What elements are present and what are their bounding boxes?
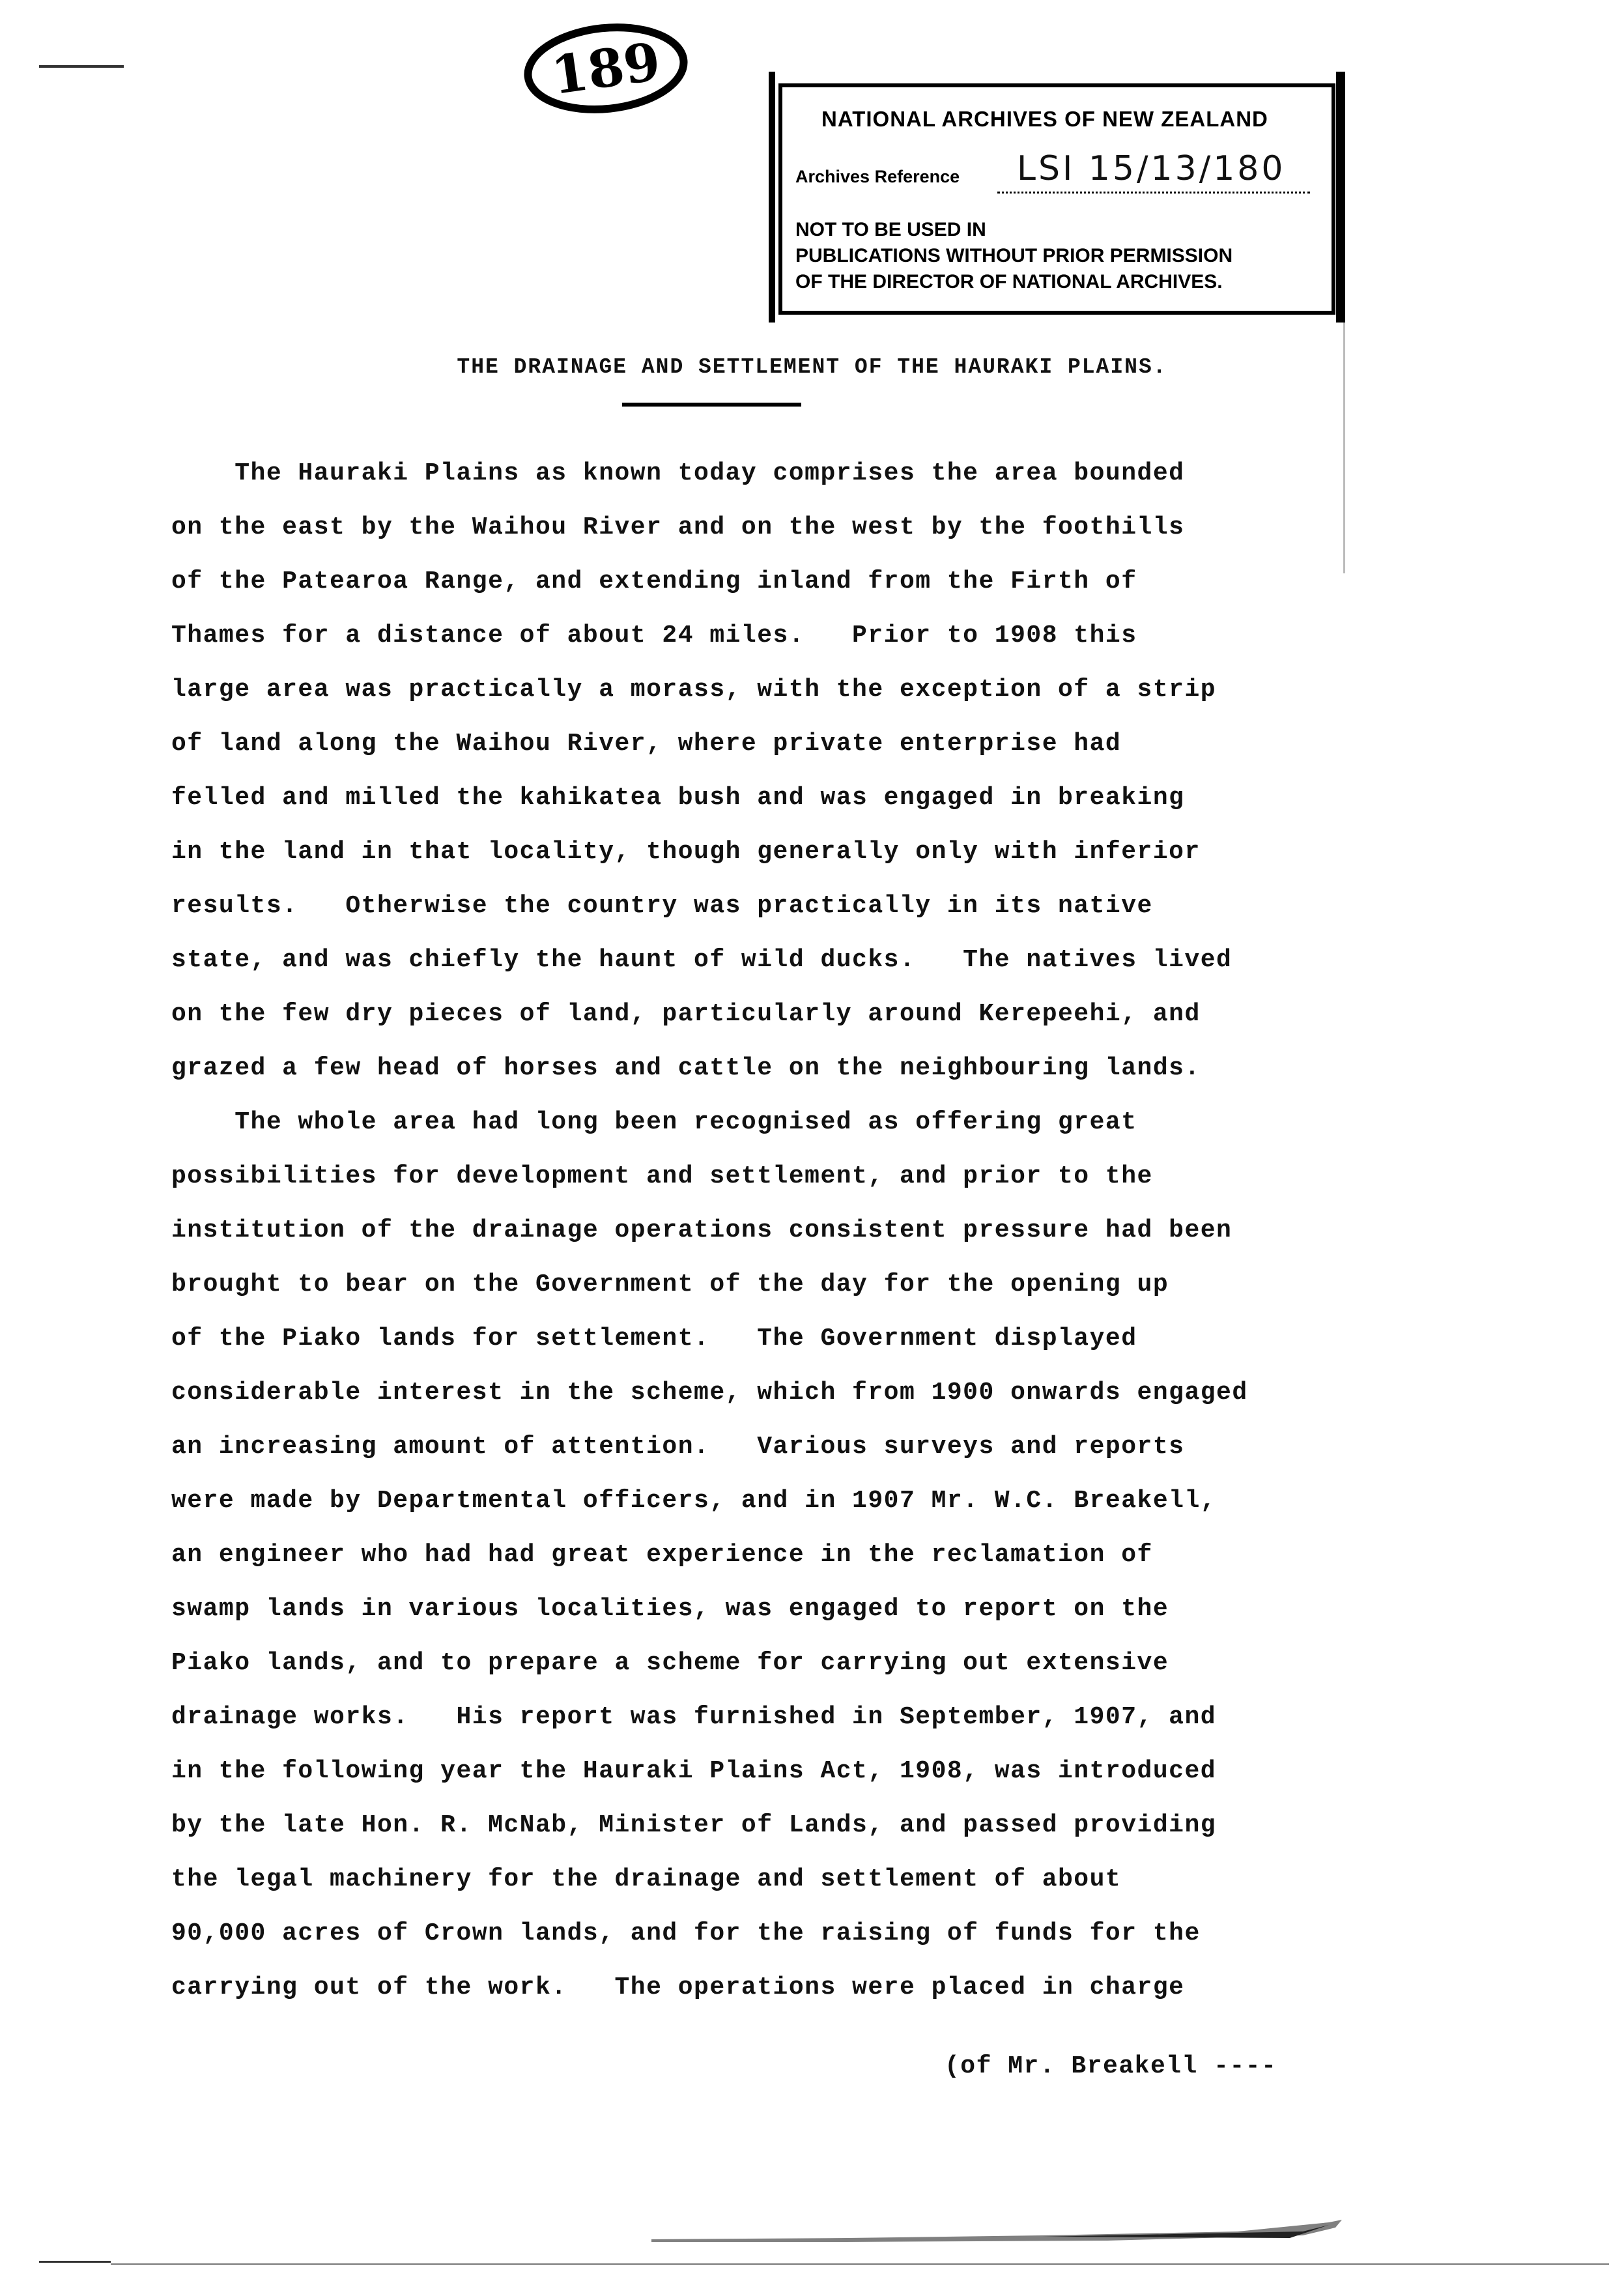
body-line: the legal machinery for the drainage and settlement of about — [171, 1865, 1122, 1893]
body-line: carrying out of the work. The operations were placed in charge — [171, 1973, 1185, 2001]
body-line: drainage works. His report was furnished in September, 1907, and — [171, 1703, 1217, 1731]
scan-mark-bottom-rule — [111, 2263, 1609, 2265]
body-line: on the east by the Waihou River and on the west by the foothills — [171, 513, 1185, 541]
stamp-title: NATIONAL ARCHIVES OF NEW ZEALAND — [821, 107, 1268, 131]
scan-mark-bottom-left — [39, 2261, 111, 2263]
page-number-text: 189 — [547, 30, 664, 107]
body-line: brought to bear on the Government of the day for the opening up — [171, 1270, 1169, 1298]
stamp-notice-line: PUBLICATIONS WITHOUT PRIOR PERMISSION — [795, 245, 1233, 266]
body-line: an increasing amount of attention. Various surveys and reports — [171, 1433, 1185, 1461]
body-line: of land along the Waihou River, where private enterprise had — [171, 730, 1122, 758]
stamp-reference-label: Archives Reference — [795, 167, 960, 186]
body-line: Piako lands, and to prepare a scheme for carrying out extensive — [171, 1649, 1169, 1677]
body-line: of the Patearoa Range, and extending inland from the Firth of — [171, 567, 1137, 595]
stamp-reference-underline — [997, 192, 1310, 194]
body-line: in the land in that locality, though generally only with inferior — [171, 838, 1201, 866]
continuation-note: (of Mr. Breakell ---- — [945, 2052, 1277, 2080]
title-underline — [622, 403, 801, 407]
body-line: results. Otherwise the country was practically in its native — [171, 892, 1153, 920]
body-line: institution of the drainage operations consistent pressure had been — [171, 1216, 1232, 1244]
body-line: The Hauraki Plains as known today comprises the area bounded — [171, 459, 1185, 487]
archives-stamp — [778, 83, 1335, 315]
body-line: swamp lands in various localities, was engaged to report on the — [171, 1595, 1169, 1623]
scan-mark-top-left — [39, 65, 124, 68]
stamp-reference-value: LSI 15/13/180 — [1017, 149, 1286, 188]
body-line: The whole area had long been recognised as offering great — [171, 1108, 1137, 1136]
body-line: grazed a few head of horses and cattle on the neighbouring lands. — [171, 1054, 1201, 1082]
body-line: in the following year the Hauraki Plains Act, 1908, was introduced — [171, 1757, 1217, 1785]
body-line: large area was practically a morass, with the exception of a strip — [171, 676, 1217, 704]
body-line: considerable interest in the scheme, which from 1900 onwards engaged — [171, 1379, 1248, 1407]
body-line: possibilities for development and settlement, and prior to the — [171, 1162, 1153, 1190]
body-line: 90,000 acres of Crown lands, and for the raising of funds for the — [171, 1919, 1201, 1947]
body-line: felled and milled the kahikatea bush and was engaged in breaking — [171, 784, 1185, 812]
body-line: by the late Hon. R. McNab, Minister of Lands, and passed providing — [171, 1811, 1217, 1839]
body-line: state, and was chiefly the haunt of wild ducks. The natives lived — [171, 946, 1232, 974]
body-line: were made by Departmental officers, and in 1907 Mr. W.C. Breakell, — [171, 1487, 1217, 1515]
body-line: Thames for a distance of about 24 miles. Prior to 1908 this — [171, 622, 1137, 650]
body-line: of the Piako lands for settlement. The Government displayed — [171, 1325, 1137, 1353]
stamp-notice-line: NOT TO BE USED IN — [795, 219, 986, 240]
scan-smudge — [651, 2218, 1342, 2245]
body-line: on the few dry pieces of land, particularly around Kerepeehi, and — [171, 1000, 1201, 1028]
scan-mark-right-edge — [1343, 313, 1345, 573]
body-line: an engineer who had had great experience in the reclamation of — [171, 1541, 1153, 1569]
stamp-notice-line: OF THE DIRECTOR OF NATIONAL ARCHIVES. — [795, 271, 1223, 293]
document-title: THE DRAINAGE AND SETTLEMENT OF THE HAURAKI PLAINS. — [457, 355, 1167, 379]
page-number-mark — [518, 20, 694, 117]
